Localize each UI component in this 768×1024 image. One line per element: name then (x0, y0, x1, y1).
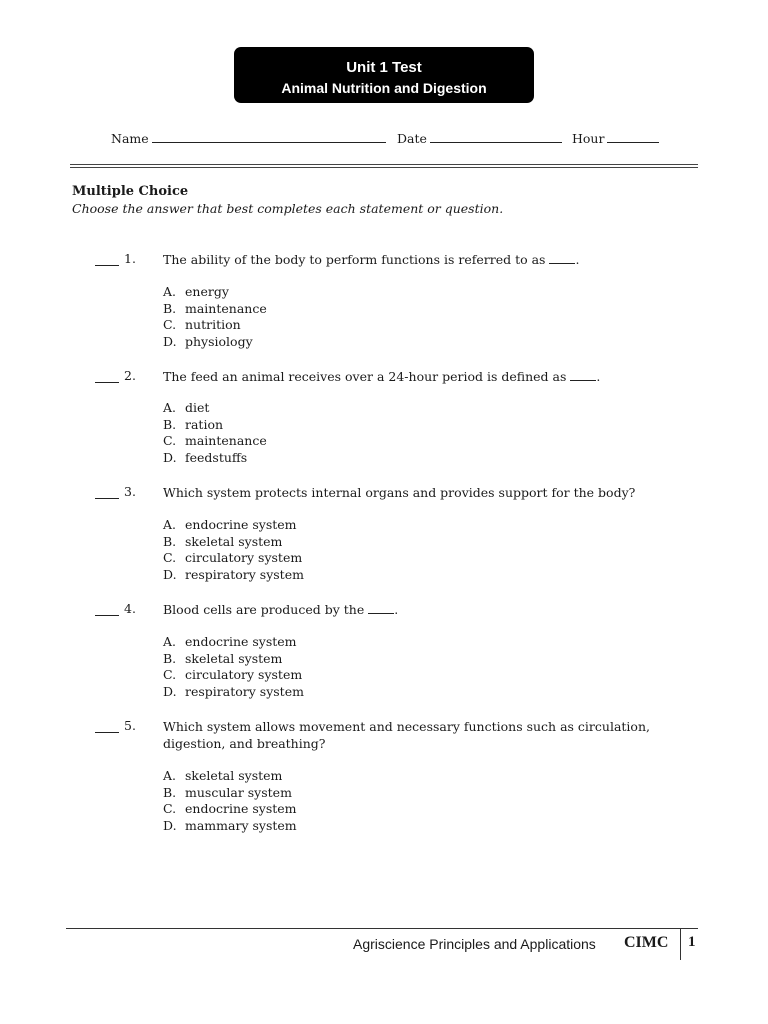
answer-blank[interactable] (95, 251, 119, 266)
hour-blank[interactable] (607, 130, 659, 143)
question-text: Blood cells are produced by the . (163, 602, 399, 617)
hour-field[interactable] (572, 130, 659, 146)
question-text: The feed an animal receives over a 24-hour period is defined as . (163, 369, 601, 384)
page-number: 1 (688, 934, 696, 950)
option-d: D. mammary system (163, 818, 297, 834)
question-text: The ability of the body to perform functions is referred to as . (163, 252, 580, 267)
option-d: D. feedstuffs (163, 450, 248, 466)
answer-blank[interactable] (95, 484, 119, 499)
option-list (163, 284, 267, 351)
section-title: Multiple Choice (72, 184, 189, 199)
option-d: D. respiratory system (163, 684, 304, 700)
option-d: D. respiratory system (163, 567, 304, 583)
option-c: C. endocrine system (163, 801, 297, 817)
option-list (163, 517, 304, 584)
test-title: Unit 1 Test (346, 59, 422, 76)
date-label: Date (397, 131, 427, 146)
header-divider (70, 164, 698, 168)
inline-blank (570, 369, 596, 381)
option-b: B. ration (163, 416, 224, 432)
hour-label: Hour (572, 131, 605, 146)
question-number: 2. (124, 368, 136, 383)
option-b: B. muscular system (163, 784, 292, 800)
question-number: 1. (124, 251, 136, 266)
footer-course-name: Agriscience Principles and Applications (353, 936, 596, 952)
option-c: C. maintenance (163, 433, 267, 449)
footer-vertical-rule (680, 928, 681, 960)
option-c: C. nutrition (163, 317, 241, 333)
inline-blank (368, 602, 394, 614)
footer-org-logo: CIMC (624, 934, 669, 951)
name-blank[interactable] (152, 130, 386, 143)
test-title-banner (234, 47, 534, 103)
test-subtitle: Animal Nutrition and Digestion (281, 80, 487, 96)
question-number: 3. (124, 484, 136, 499)
option-list (163, 768, 297, 835)
option-b: B. skeletal system (163, 533, 283, 549)
date-field[interactable] (397, 130, 562, 146)
option-b: B. skeletal system (163, 650, 283, 666)
answer-blank[interactable] (95, 601, 119, 616)
option-d: D. physiology (163, 334, 253, 350)
option-a: A. skeletal system (163, 768, 283, 783)
name-label: Name (111, 131, 149, 146)
option-a: A. endocrine system (163, 634, 297, 649)
name-field[interactable] (111, 130, 386, 146)
option-c: C. circulatory system (163, 550, 303, 566)
footer-divider (66, 928, 698, 929)
question-text: Which system protects internal organs and provides support for the body? (163, 485, 636, 500)
answer-blank[interactable] (95, 718, 119, 733)
option-c: C. circulatory system (163, 667, 303, 683)
inline-blank (549, 252, 575, 264)
option-list (163, 634, 304, 701)
option-a: A. endocrine system (163, 517, 297, 532)
option-a: A. diet (163, 400, 210, 415)
section-instructions: Choose the answer that best completes each statement or question. (72, 201, 504, 216)
question-number: 4. (124, 601, 136, 616)
option-b: B. maintenance (163, 300, 267, 316)
date-blank[interactable] (430, 130, 562, 143)
answer-blank[interactable] (95, 368, 119, 383)
option-a: A. energy (163, 284, 229, 299)
question-number: 5. (124, 718, 136, 733)
question-text: Which system allows movement and necessary functions such as circulation, digestion, and breathing? (163, 719, 650, 751)
option-list (163, 400, 267, 467)
